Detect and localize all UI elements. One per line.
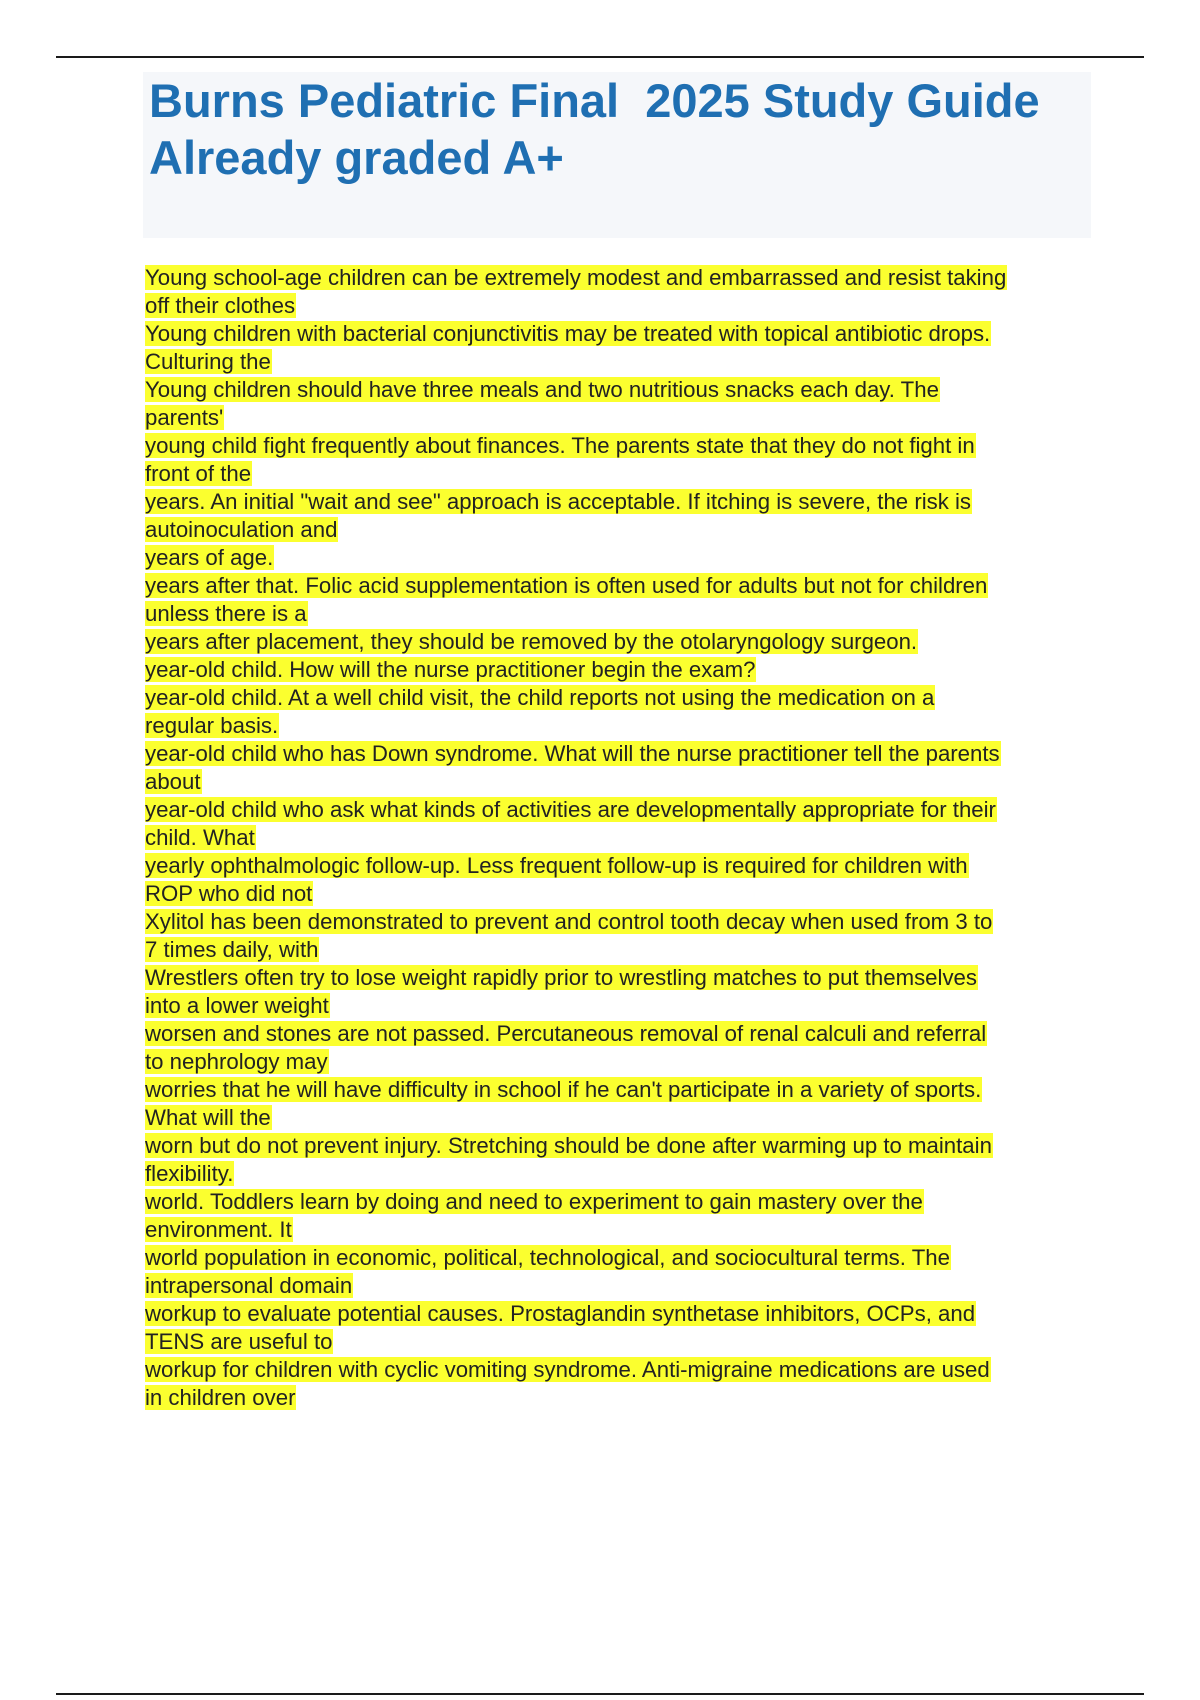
highlighted-text: intrapersonal domain xyxy=(145,1273,353,1298)
text-line xyxy=(145,404,1095,432)
highlighted-text: young child fight frequently about finances. The parents state that they do not fight in xyxy=(145,433,975,458)
text-line xyxy=(145,544,1095,572)
highlighted-text: Wrestlers often try to lose weight rapidly prior to wrestling matches to put themselves xyxy=(145,965,977,990)
text-line xyxy=(145,1384,1095,1412)
text-line xyxy=(145,1356,1095,1384)
highlighted-text: year-old child who ask what kinds of activities are developmentally appropriate for their xyxy=(145,797,996,822)
text-line xyxy=(145,1104,1095,1132)
highlighted-text: off their clothes xyxy=(145,293,296,318)
text-line xyxy=(145,1160,1095,1188)
title-line-2: Already graded A+ xyxy=(149,131,564,184)
highlighted-text: flexibility. xyxy=(145,1161,234,1186)
highlighted-text: year-old child who has Down syndrome. What will the nurse practitioner tell the parents xyxy=(145,741,1000,766)
highlighted-text: Young children should have three meals and two nutritious snacks each day. The xyxy=(145,377,939,402)
highlighted-text: regular basis. xyxy=(145,713,279,738)
text-line xyxy=(145,1300,1095,1328)
text-line xyxy=(145,320,1095,348)
text-line xyxy=(145,1132,1095,1160)
highlighted-text: about xyxy=(145,769,201,794)
text-line xyxy=(145,656,1095,684)
highlighted-text: years of age. xyxy=(145,545,274,570)
highlighted-text: worn but do not prevent injury. Stretching should be done after warming up to maintain xyxy=(145,1133,992,1158)
text-line xyxy=(145,880,1095,908)
highlighted-text: 7 times daily, with xyxy=(145,937,319,962)
text-line xyxy=(145,768,1095,796)
text-line xyxy=(145,964,1095,992)
highlighted-text: Culturing the xyxy=(145,349,271,374)
top-rule xyxy=(56,56,1144,58)
text-line xyxy=(145,600,1095,628)
text-line xyxy=(145,824,1095,852)
text-line xyxy=(145,460,1095,488)
text-line xyxy=(145,1272,1095,1300)
text-line xyxy=(145,1244,1095,1272)
text-line xyxy=(145,1216,1095,1244)
highlighted-text: Xylitol has been demonstrated to prevent and control tooth decay when used from 3 to xyxy=(145,909,993,934)
text-line xyxy=(145,712,1095,740)
highlighted-text: front of the xyxy=(145,461,252,486)
highlighted-text: parents' xyxy=(145,405,224,430)
highlighted-text: years after that. Folic acid supplementation is often used for adults but not for children xyxy=(145,573,988,598)
highlighted-text: year-old child. How will the nurse practitioner begin the exam? xyxy=(145,657,756,682)
highlighted-text: world population in economic, political, technological, and sociocultural terms. The xyxy=(145,1245,950,1270)
highlighted-text: to nephrology may xyxy=(145,1049,328,1074)
text-line xyxy=(145,432,1095,460)
text-line xyxy=(145,1188,1095,1216)
highlighted-text: Young school-age children can be extremely modest and embarrassed and resist taking xyxy=(145,265,1007,290)
highlighted-text-body xyxy=(145,264,1095,1412)
text-line xyxy=(145,1076,1095,1104)
highlighted-text: year-old child. At a well child visit, the child reports not using the medication on a xyxy=(145,685,935,710)
text-line xyxy=(145,740,1095,768)
text-line xyxy=(145,908,1095,936)
highlighted-text: environment. It xyxy=(145,1217,292,1242)
highlighted-text: ROP who did not xyxy=(145,881,313,906)
highlighted-text: in children over xyxy=(145,1385,296,1410)
highlighted-text: worries that he will have difficulty in school if he can't participate in a variety of sports. xyxy=(145,1077,982,1102)
text-line xyxy=(145,1048,1095,1076)
highlighted-text: TENS are useful to xyxy=(145,1329,333,1354)
text-line xyxy=(145,348,1095,376)
highlighted-text: years. An initial "wait and see" approach is acceptable. If itching is severe, the risk is xyxy=(145,489,972,514)
text-line xyxy=(145,628,1095,656)
highlighted-text: What will the xyxy=(145,1105,271,1130)
highlighted-text: yearly ophthalmologic follow-up. Less frequent follow-up is required for children with xyxy=(145,853,968,878)
highlighted-text: child. What xyxy=(145,825,255,850)
highlighted-text: worsen and stones are not passed. Percutaneous removal of renal calculi and referral xyxy=(145,1021,987,1046)
title-box xyxy=(143,72,1091,238)
bottom-rule xyxy=(56,1693,1144,1695)
highlighted-text: world. Toddlers learn by doing and need to experiment to gain mastery over the xyxy=(145,1189,923,1214)
text-line xyxy=(145,852,1095,880)
text-line xyxy=(145,936,1095,964)
text-line xyxy=(145,292,1095,320)
highlighted-text: workup to evaluate potential causes. Prostaglandin synthetase inhibitors, OCPs, and xyxy=(145,1301,976,1326)
text-line xyxy=(145,1328,1095,1356)
highlighted-text: years after placement, they should be removed by the otolaryngology surgeon. xyxy=(145,629,918,654)
text-line xyxy=(145,992,1095,1020)
text-line xyxy=(145,516,1095,544)
text-line xyxy=(145,572,1095,600)
highlighted-text: Young children with bacterial conjunctivitis may be treated with topical antibiotic drops. xyxy=(145,321,991,346)
highlighted-text: unless there is a xyxy=(145,601,307,626)
text-line xyxy=(145,376,1095,404)
text-line xyxy=(145,1020,1095,1048)
highlighted-text: into a lower weight xyxy=(145,993,329,1018)
highlighted-text: workup for children with cyclic vomiting syndrome. Anti-migraine medications are used xyxy=(145,1357,990,1382)
title-line-1: Burns Pediatric Final 2025 Study Guide xyxy=(149,74,1040,127)
text-line xyxy=(145,264,1095,292)
highlighted-text: autoinoculation and xyxy=(145,517,338,542)
text-line xyxy=(145,488,1095,516)
text-line xyxy=(145,684,1095,712)
document-title xyxy=(149,72,1085,186)
text-line xyxy=(145,796,1095,824)
